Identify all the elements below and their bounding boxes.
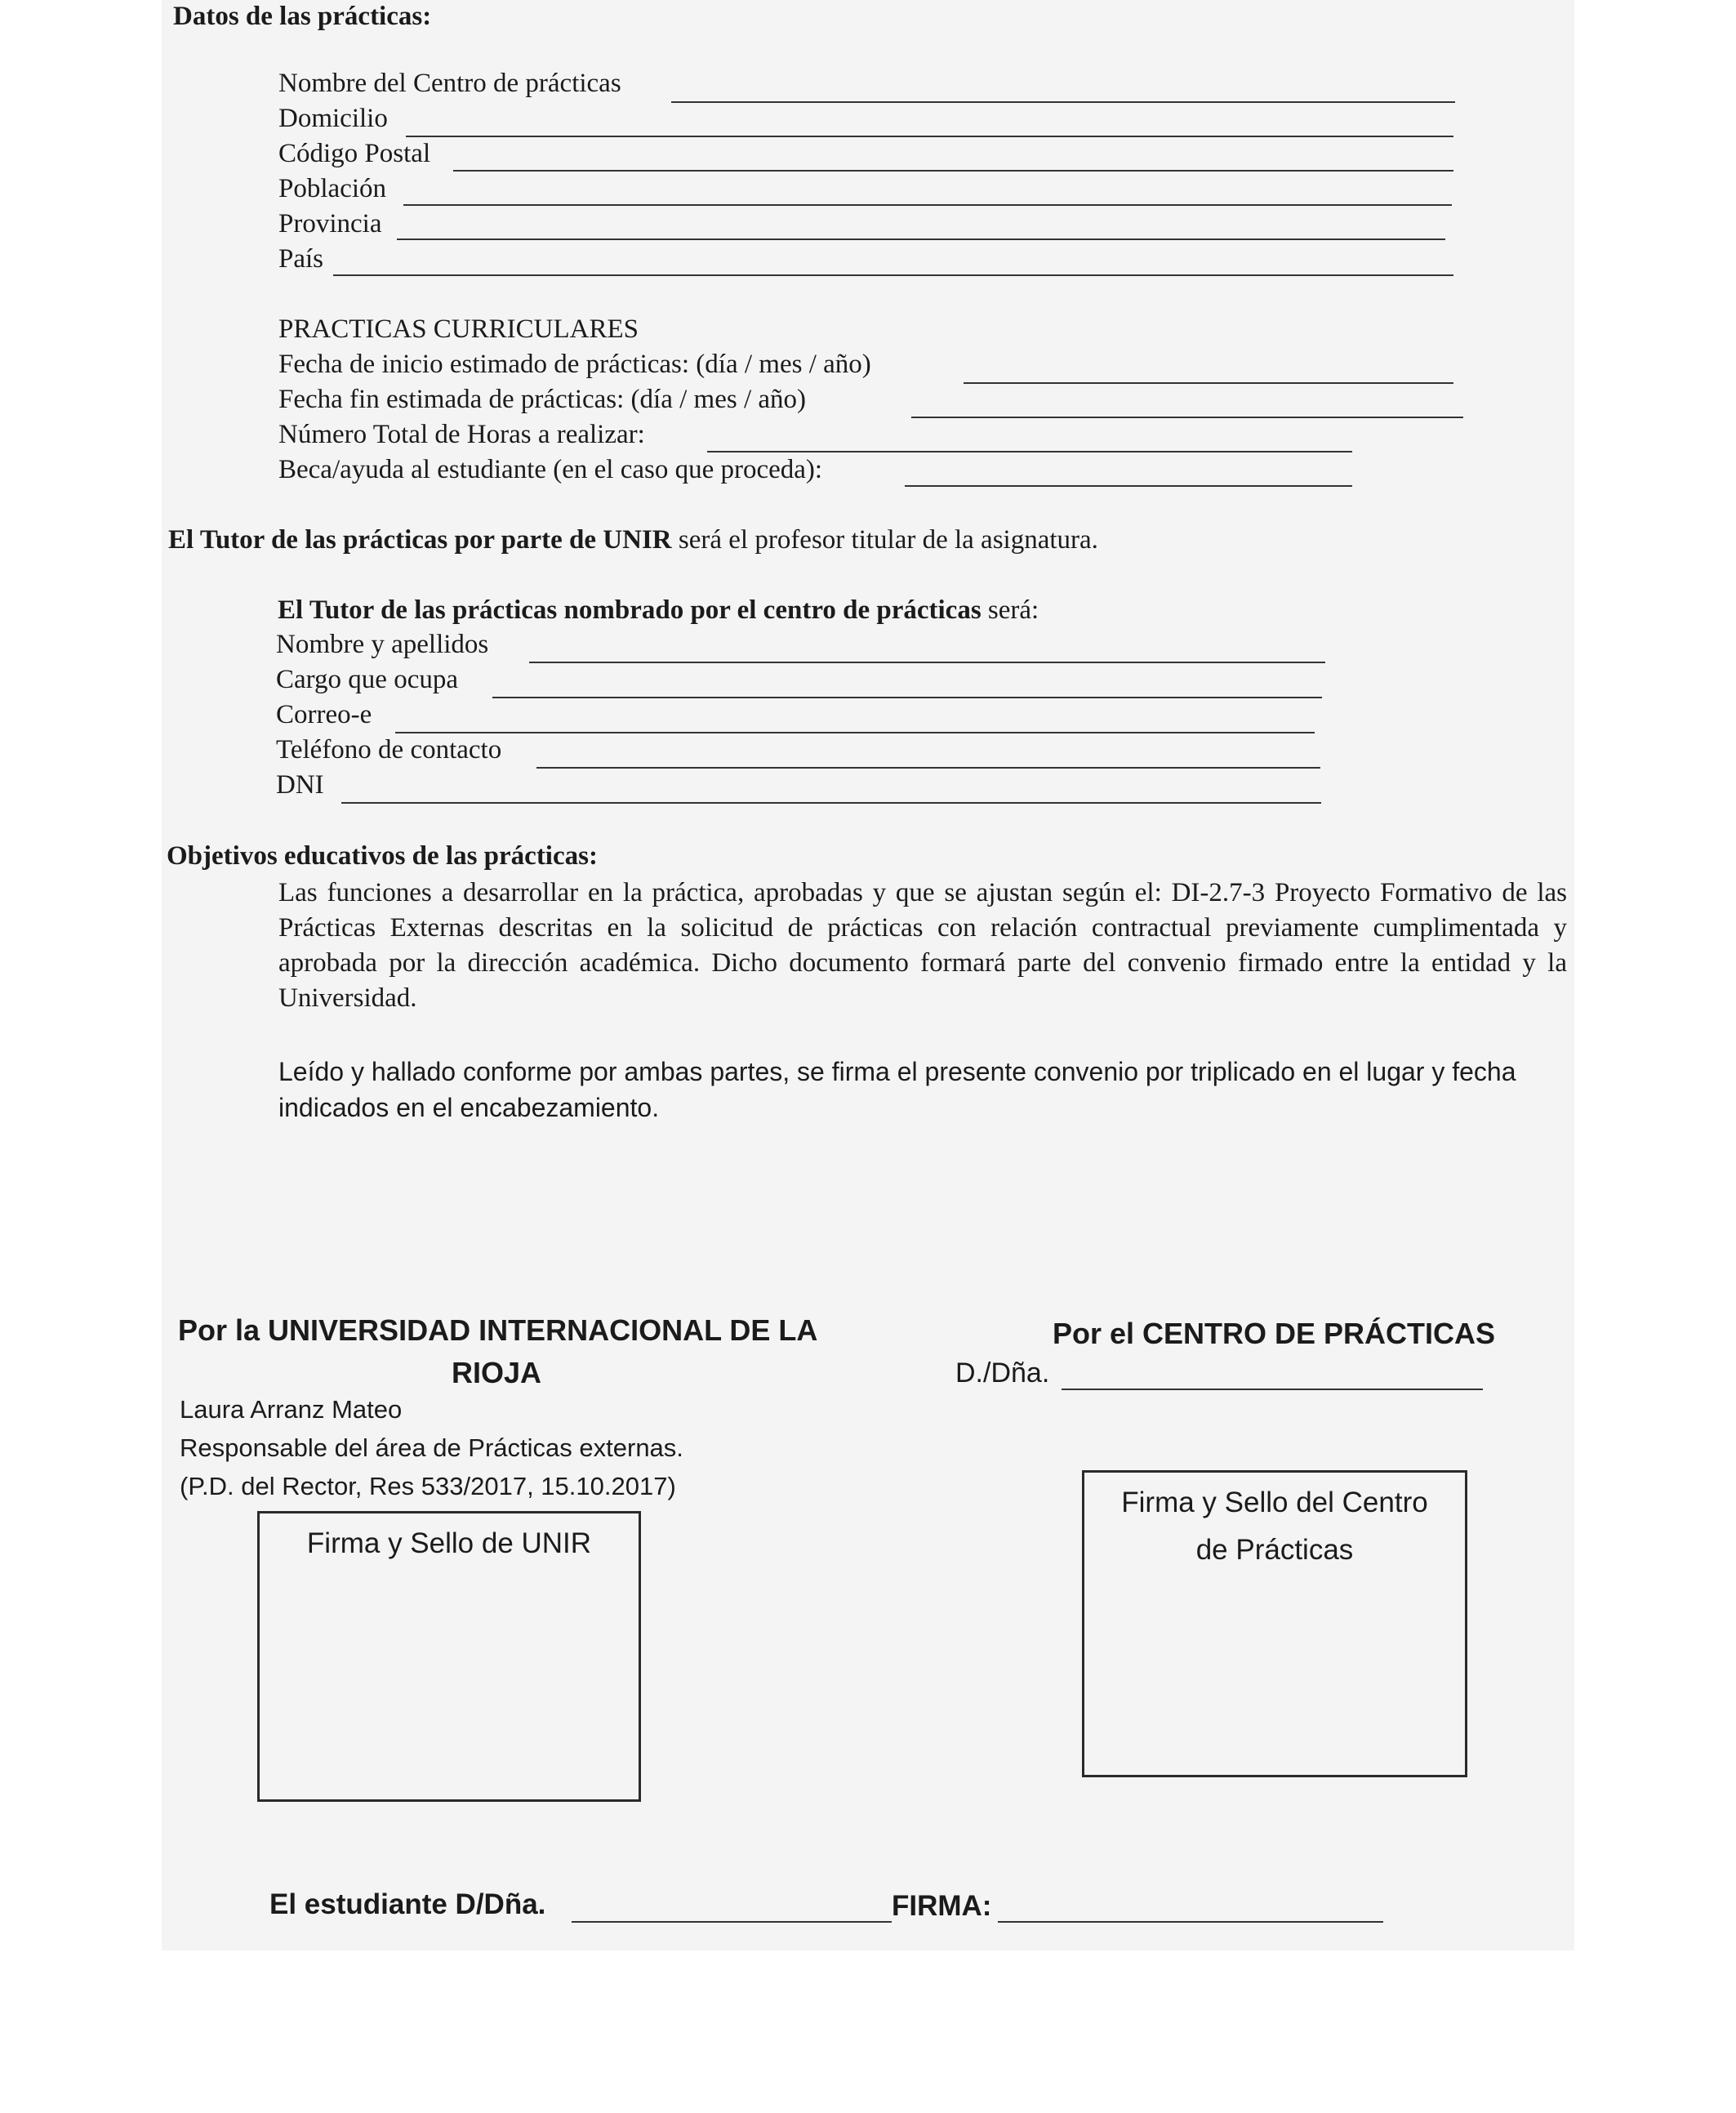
field-line-end-date — [911, 417, 1463, 418]
field-label-country: País — [278, 244, 324, 274]
field-label-tutor-name: Nombre y apellidos — [276, 630, 489, 659]
field-line-total-hours — [707, 451, 1352, 452]
field-line-tutor-dni — [341, 802, 1321, 804]
student-signature-label: FIRMA: — [892, 1890, 992, 1922]
centre-heading: Por el CENTRO DE PRÁCTICAS — [1052, 1317, 1496, 1350]
centre-rep-line — [1062, 1389, 1483, 1390]
university-heading-line1: Por la UNIVERSIDAD INTERNACIONAL DE LA — [178, 1313, 818, 1347]
field-label-centre-name: Nombre del Centro de prácticas — [278, 69, 621, 98]
practice-data-title: Datos de las prácticas: — [173, 2, 432, 31]
field-label-tutor-phone: Teléfono de contacto — [276, 735, 502, 765]
tutor-unir-bold: El Tutor de las prácticas por parte de UNIR — [168, 525, 672, 555]
field-label-address: Domicilio — [278, 104, 388, 133]
field-label-postal-code: Código Postal — [278, 139, 431, 168]
signatory-role: Responsable del área de Prácticas externas. — [180, 1433, 683, 1462]
curricular-heading: PRACTICAS CURRICULARES — [278, 314, 639, 344]
tutor-centre-rest: será: — [981, 595, 1039, 625]
field-line-tutor-email — [395, 732, 1315, 733]
centre-rep-label: D./Dña. — [955, 1357, 1050, 1389]
objectives-title: Objetivos educativos de las prácticas: — [167, 841, 598, 871]
objectives-paragraph: Las funciones a desarrollar en la práctica, aprobadas y que se ajustan según el: DI-2.7-3 Proyecto Formativo de las Prácticas Externas descritas en la solicitud de prácticas con relación contractual previamente cumplimentada y aprobada por la dirección académica. Dicho documento formará parte del convenio firmado entre la entidad y la Universidad. — [278, 878, 1567, 1013]
field-label-grant: Beca/ayuda al estudiante (en el caso que proceda): — [278, 455, 823, 484]
field-line-country — [333, 274, 1453, 276]
field-line-start-date — [964, 382, 1453, 384]
student-label: El estudiante D/Dña. — [269, 1888, 546, 1920]
field-label-tutor-email: Correo-e — [276, 700, 372, 729]
student-name-line — [572, 1921, 892, 1923]
field-label-province: Provincia — [278, 209, 382, 238]
signatory-name: Laura Arranz Mateo — [180, 1395, 403, 1424]
field-label-tutor-position: Cargo que ocupa — [276, 665, 458, 694]
field-label-tutor-dni: DNI — [276, 770, 324, 800]
field-line-tutor-position — [492, 697, 1322, 698]
field-label-total-hours: Número Total de Horas a realizar: — [278, 420, 645, 449]
centre-stamp-box — [1082, 1470, 1467, 1777]
student-signature-line — [998, 1921, 1383, 1923]
field-line-province — [397, 238, 1445, 240]
centre-stamp-label-line1: Firma y Sello del Centro — [1121, 1487, 1428, 1518]
field-line-address — [406, 136, 1453, 137]
field-line-tutor-name — [529, 662, 1325, 663]
field-line-town — [403, 204, 1452, 206]
tutor-unir-rest: será el profesor titular de la asignatura. — [671, 525, 1098, 555]
unir-stamp-box — [257, 1511, 641, 1802]
field-line-grant — [905, 485, 1352, 487]
field-line-postal-code — [453, 170, 1453, 172]
signatory-delegation: (P.D. del Rector, Res 533/2017, 15.10.2017) — [180, 1472, 676, 1500]
field-label-start-date: Fecha de inicio estimado de prácticas: (día / mes / año) — [278, 350, 871, 379]
closing-paragraph: Leído y hallado conforme por ambas partes, se firma el presente convenio por triplicado en el lugar y fecha indicados en el encabezamiento. — [278, 1057, 1516, 1122]
field-label-town: Población — [278, 174, 386, 203]
field-line-tutor-phone — [536, 767, 1320, 769]
university-heading-line2: RIOJA — [451, 1356, 542, 1389]
centre-stamp-label-line2: de Prácticas — [1195, 1534, 1354, 1566]
tutor-centre-statement — [278, 595, 1039, 626]
tutor-unir-statement — [168, 525, 1098, 555]
tutor-centre-bold: El Tutor de las prácticas nombrado por el centro de prácticas — [278, 595, 982, 625]
field-label-end-date: Fecha fin estimada de prácticas: (día / mes / año) — [278, 385, 806, 414]
unir-stamp-label: Firma y Sello de UNIR — [306, 1527, 592, 1559]
field-line-centre-name — [671, 101, 1455, 103]
